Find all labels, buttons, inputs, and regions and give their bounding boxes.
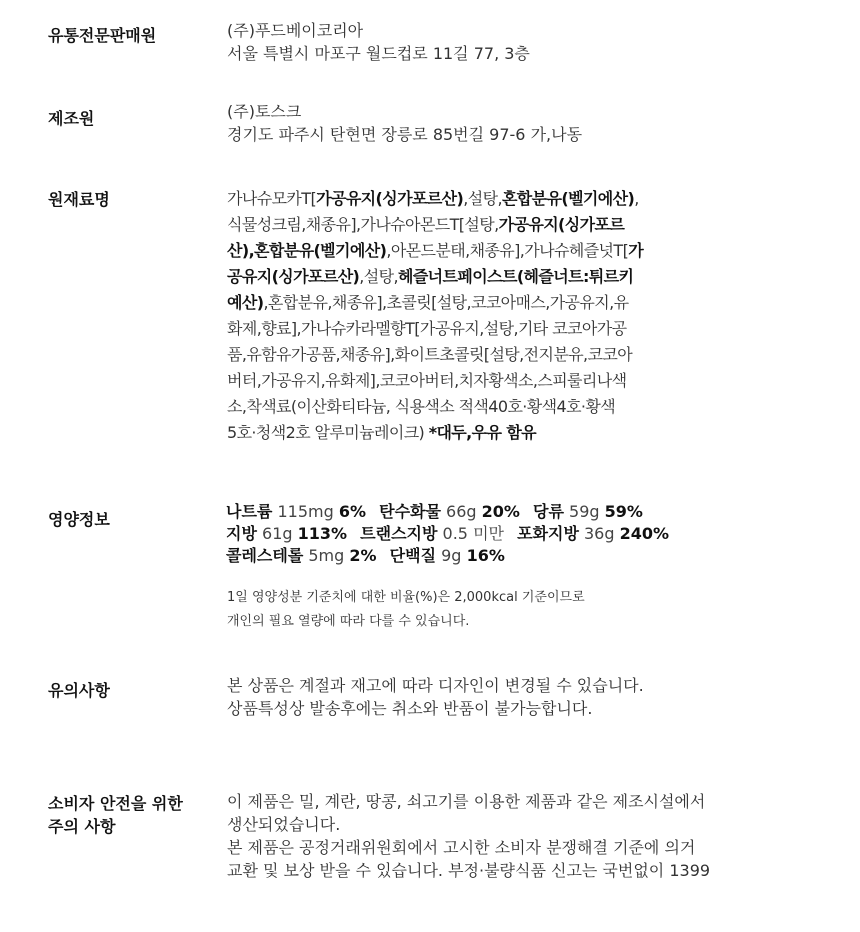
ingredient-highlight: 혼합분유(벨기에산) <box>501 189 635 208</box>
ingredients-label: 원재료명 <box>48 190 110 209</box>
nutrient-name: 단백질 <box>389 546 437 565</box>
nutrient-amount: 5mg <box>308 546 345 565</box>
ingredient-text: ,설탕, <box>463 189 502 208</box>
nutrition-row <box>226 523 677 545</box>
nutrient-percent: 113% <box>297 524 348 543</box>
ingredient-highlight: 가 <box>628 241 644 260</box>
nutrient-percent: 59% <box>604 502 643 521</box>
ingredient-text: ,아몬드분태,채종유],가나슈헤즐넛T[ <box>386 241 629 260</box>
ingredients-line <box>227 238 707 264</box>
distributor-address: 서울 특별시 마포구 월드컵로 11길 77, 3층 <box>227 44 530 63</box>
nutrient-percent: 2% <box>349 546 377 565</box>
nutrient-amount: 0.5 미만 <box>442 524 504 543</box>
consumer-safety-line: 교환 및 보상 받을 수 있습니다. 부정·불량식품 신고는 국번없이 1399 <box>227 861 711 880</box>
nutrient-name: 나트륨 <box>226 502 273 521</box>
ingredients-line <box>227 290 707 316</box>
ingredient-text: 품,유함유가공품,채종유],화이트초콜릿[설탕,전지분유,코코아 <box>227 345 633 364</box>
caution-line: 본 상품은 계절과 재고에 따라 디자인이 변경될 수 있습니다. <box>227 676 644 695</box>
nutrient-name: 지방 <box>226 524 257 543</box>
ingredient-text: 가나슈모카T[ <box>227 189 317 208</box>
ingredient-text: 식물성크림,채종유],가나슈아몬드T[설탕, <box>227 215 499 234</box>
ingredient-highlight: *대두,우유 함유 <box>428 423 537 442</box>
ingredient-highlight: 공유지(싱가포르산) <box>227 267 360 286</box>
distributor-label: 유통전문판매원 <box>48 26 157 45</box>
nutrient-name: 탄수화물 <box>379 502 441 521</box>
nutrition-facts <box>226 501 677 567</box>
ingredient-text: ,설탕, <box>359 267 398 286</box>
ingredients-line <box>227 394 707 420</box>
ingredients-line <box>227 342 707 368</box>
ingredients-text <box>227 186 707 446</box>
nutrient-amount: 66g <box>446 502 477 521</box>
ingredient-highlight: 예산) <box>227 293 264 312</box>
ingredient-text: ,혼합분유,채종유],초콜릿[설탕,코코아매스,가공유지,유 <box>263 293 629 312</box>
nutrient-amount: 61g <box>262 524 293 543</box>
nutrition-row <box>226 545 677 567</box>
manufacturer-address: 경기도 파주시 탄현면 장릉로 85번길 97-6 가,나동 <box>227 125 583 144</box>
consumer-safety-label-line: 주의 사항 <box>48 817 116 836</box>
nutrient-percent: 20% <box>481 502 520 521</box>
ingredient-text: 5호·청색2호 알루미늄레이크) <box>227 423 429 442</box>
ingredients-line <box>227 420 707 446</box>
distributor-name: (주)푸드베이코리아 <box>227 21 364 40</box>
nutrient-amount: 9g <box>441 546 462 565</box>
consumer-safety-label-line: 소비자 안전을 위한 <box>48 794 183 813</box>
nutrient-name: 콜레스테롤 <box>226 546 304 565</box>
nutrient-name: 포화지방 <box>517 524 579 543</box>
nutrient-name: 트랜스지방 <box>360 524 438 543</box>
nutrition-note-line: 개인의 필요 열량에 따라 다를 수 있습니다. <box>227 614 470 629</box>
ingredient-text: , <box>634 189 639 208</box>
nutrition-label: 영양정보 <box>48 510 110 529</box>
consumer-safety-line: 본 제품은 공정거래위원회에서 고시한 소비자 분쟁해결 기준에 의거 <box>227 838 696 857</box>
consumer-safety-text <box>227 790 710 882</box>
ingredient-text: 소,착색료(이산화티타늄, 식용색소 적색40호·황색4호·황색 <box>227 397 616 416</box>
nutrient-percent: 16% <box>466 546 505 565</box>
ingredient-highlight: 가공유지(싱가포르 <box>498 215 625 234</box>
ingredient-highlight: 산),혼합분유(벨기에산) <box>227 241 387 260</box>
manufacturer-name: (주)토스크 <box>227 102 302 121</box>
distributor-info <box>227 19 530 65</box>
nutrient-amount: 59g <box>569 502 600 521</box>
consumer-safety-line: 이 제품은 밀, 계란, 땅콩, 쇠고기를 이용한 제품과 같은 제조시설에서 <box>227 792 706 811</box>
ingredients-line <box>227 186 707 212</box>
ingredients-line <box>227 264 707 290</box>
nutrient-amount: 115mg <box>277 502 334 521</box>
ingredients-line <box>227 212 707 238</box>
manufacturer-info <box>227 100 582 146</box>
nutrient-percent: 6% <box>338 502 367 521</box>
manufacturer-label: 제조원 <box>48 109 95 128</box>
ingredient-text: 화제,향료],가나슈카라멜향T[가공유지,설탕,기타 코코아가공 <box>227 319 627 338</box>
caution-text <box>227 674 644 720</box>
nutrition-row <box>226 501 677 523</box>
ingredients-line <box>227 316 707 342</box>
caution-line: 상품특성상 발송후에는 취소와 반품이 불가능합니다. <box>227 699 593 718</box>
nutrition-note-line: 1일 영양성분 기준치에 대한 비율(%)은 2,000kcal 기준이므로 <box>227 590 585 605</box>
consumer-safety-line: 생산되었습니다. <box>227 815 341 834</box>
consumer-safety-label <box>48 792 183 838</box>
ingredients-line <box>227 368 707 394</box>
ingredient-highlight: 가공유지(싱가포르산) <box>316 189 464 208</box>
nutrition-note <box>227 586 585 634</box>
caution-label: 유의사항 <box>48 681 110 700</box>
nutrient-percent: 240% <box>619 524 670 543</box>
nutrient-amount: 36g <box>584 524 615 543</box>
ingredient-highlight: 헤즐너트페이스트(헤즐너트:튀르키 <box>397 267 634 286</box>
ingredient-text: 버터,가공유지,유화제],코코아버터,치자황색소,스피룰리나색 <box>227 371 627 390</box>
nutrient-name: 당류 <box>533 502 564 521</box>
